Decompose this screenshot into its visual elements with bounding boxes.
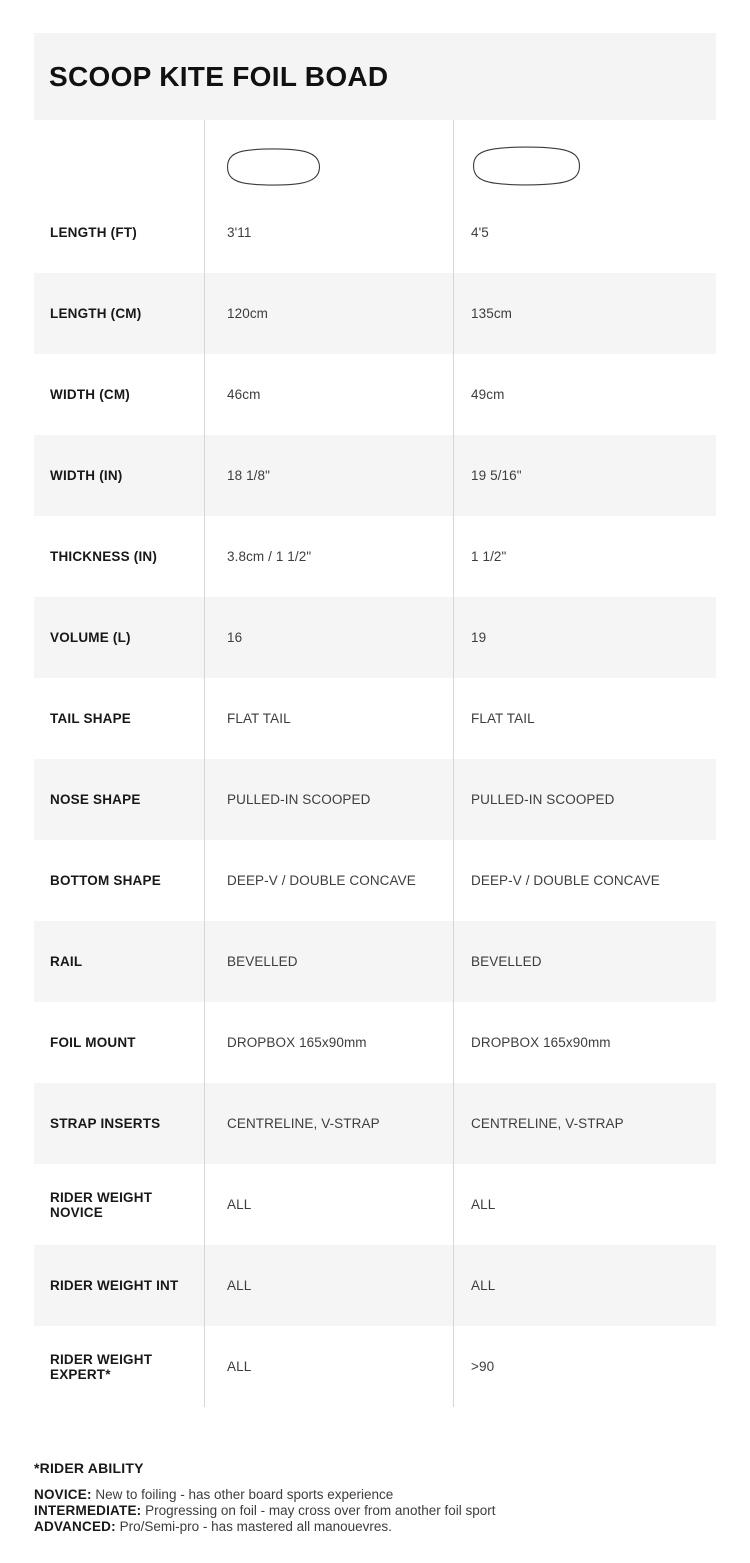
- table-row-volume-l: [34, 597, 716, 678]
- spec-value-col2: ALL: [453, 1164, 716, 1245]
- table-row-strap-inserts: [34, 1083, 716, 1164]
- spec-label: NOSE SHAPE: [50, 792, 141, 807]
- spec-value-col2: 135cm: [453, 273, 716, 354]
- spec-value-col2: ALL: [453, 1245, 716, 1326]
- spec-value-col1: 3.8cm / 1 1/2": [204, 516, 453, 597]
- advanced-definition: [34, 1519, 716, 1535]
- board-column-2-header: [453, 120, 716, 192]
- spec-value-col1: 46cm: [204, 354, 453, 435]
- board-outline-icon-large: [470, 144, 583, 188]
- advanced-term: ADVANCED:: [34, 1519, 116, 1534]
- table-row-width-in: [34, 435, 716, 516]
- board-icon-row: [34, 120, 716, 192]
- spec-value-col2: FLAT TAIL: [453, 678, 716, 759]
- spec-value-col1: DEEP-V / DOUBLE CONCAVE: [204, 840, 453, 921]
- table-row-length-cm: [34, 273, 716, 354]
- spec-value-col2: 19: [453, 597, 716, 678]
- icon-row-empty-cell: [34, 120, 204, 192]
- intermediate-term: INTERMEDIATE:: [34, 1503, 142, 1518]
- spec-value-col1: 16: [204, 597, 453, 678]
- spec-label: FOIL MOUNT: [50, 1035, 136, 1050]
- table-row-rider-weight-novice: [34, 1164, 716, 1245]
- spec-value-col1: DROPBOX 165x90mm: [204, 1002, 453, 1083]
- novice-term: NOVICE:: [34, 1487, 92, 1502]
- spec-label: WIDTH (CM): [50, 387, 130, 402]
- spec-value-col2: CENTRELINE, V-STRAP: [453, 1083, 716, 1164]
- spec-value-col2: 49cm: [453, 354, 716, 435]
- spec-label: RIDER WEIGHT INT: [50, 1278, 179, 1293]
- intermediate-desc: Progressing on foil - may cross over from another foil sport: [141, 1503, 496, 1518]
- rider-ability-heading: *RIDER ABILITY: [34, 1460, 144, 1476]
- board-outline-icon-small: [224, 146, 323, 188]
- rider-ability-notes: [34, 1460, 716, 1535]
- spec-header: [34, 33, 716, 120]
- spec-label: STRAP INSERTS: [50, 1116, 161, 1131]
- spec-value-col1: ALL: [204, 1326, 453, 1407]
- spec-label: VOLUME (L): [50, 630, 131, 645]
- spec-label: RIDER WEIGHT NOVICE: [50, 1189, 153, 1220]
- spec-value-col2: >90: [453, 1326, 716, 1407]
- novice-desc: New to foiling - has other board sports experience: [91, 1487, 394, 1502]
- spec-value-col2: 4'5: [453, 192, 716, 273]
- spec-value-col1: 120cm: [204, 273, 453, 354]
- spec-value-col2: DROPBOX 165x90mm: [453, 1002, 716, 1083]
- table-row-length-ft: [34, 192, 716, 273]
- advanced-desc: Pro/Semi-pro - has mastered all manouevres.: [115, 1519, 392, 1534]
- novice-definition: [34, 1487, 716, 1503]
- table-row-tail-shape: [34, 678, 716, 759]
- table-row-width-cm: [34, 354, 716, 435]
- table-row-foil-mount: [34, 1002, 716, 1083]
- spec-label: RAIL: [50, 954, 83, 969]
- spec-value-col1: PULLED-IN SCOOPED: [204, 759, 453, 840]
- table-row-rider-weight-expert: [34, 1326, 716, 1407]
- spec-value-col2: DEEP-V / DOUBLE CONCAVE: [453, 840, 716, 921]
- spec-label: TAIL SHAPE: [50, 711, 132, 726]
- table-row-rider-weight-int: [34, 1245, 716, 1326]
- spec-label: LENGTH (CM): [50, 306, 142, 321]
- table-row-rail: [34, 921, 716, 1002]
- spec-value-col2: PULLED-IN SCOOPED: [453, 759, 716, 840]
- spec-label: WIDTH (IN): [50, 468, 123, 483]
- table-row-nose-shape: [34, 759, 716, 840]
- spec-table: [34, 120, 716, 1407]
- spec-label: LENGTH (FT): [50, 225, 137, 240]
- board-column-1-header: [204, 120, 453, 192]
- spec-sheet: [34, 33, 716, 1535]
- spec-value-col2: BEVELLED: [453, 921, 716, 1002]
- spec-value-col1: ALL: [204, 1245, 453, 1326]
- intermediate-definition: [34, 1503, 716, 1519]
- spec-value-col1: CENTRELINE, V-STRAP: [204, 1083, 453, 1164]
- table-row-bottom-shape: [34, 840, 716, 921]
- spec-label: RIDER WEIGHT EXPERT*: [50, 1351, 153, 1382]
- spec-label: THICKNESS (IN): [50, 549, 158, 564]
- spec-value-col1: FLAT TAIL: [204, 678, 453, 759]
- spec-value-col1: BEVELLED: [204, 921, 453, 1002]
- spec-label: BOTTOM SHAPE: [50, 873, 161, 888]
- table-row-thickness-in: [34, 516, 716, 597]
- spec-value-col1: 3'11: [204, 192, 453, 273]
- spec-value-col1: ALL: [204, 1164, 453, 1245]
- spec-value-col2: 1 1/2": [453, 516, 716, 597]
- page-title: SCOOP KITE FOIL BOAD: [49, 60, 389, 92]
- spec-value-col2: 19 5/16": [453, 435, 716, 516]
- spec-value-col1: 18 1/8": [204, 435, 453, 516]
